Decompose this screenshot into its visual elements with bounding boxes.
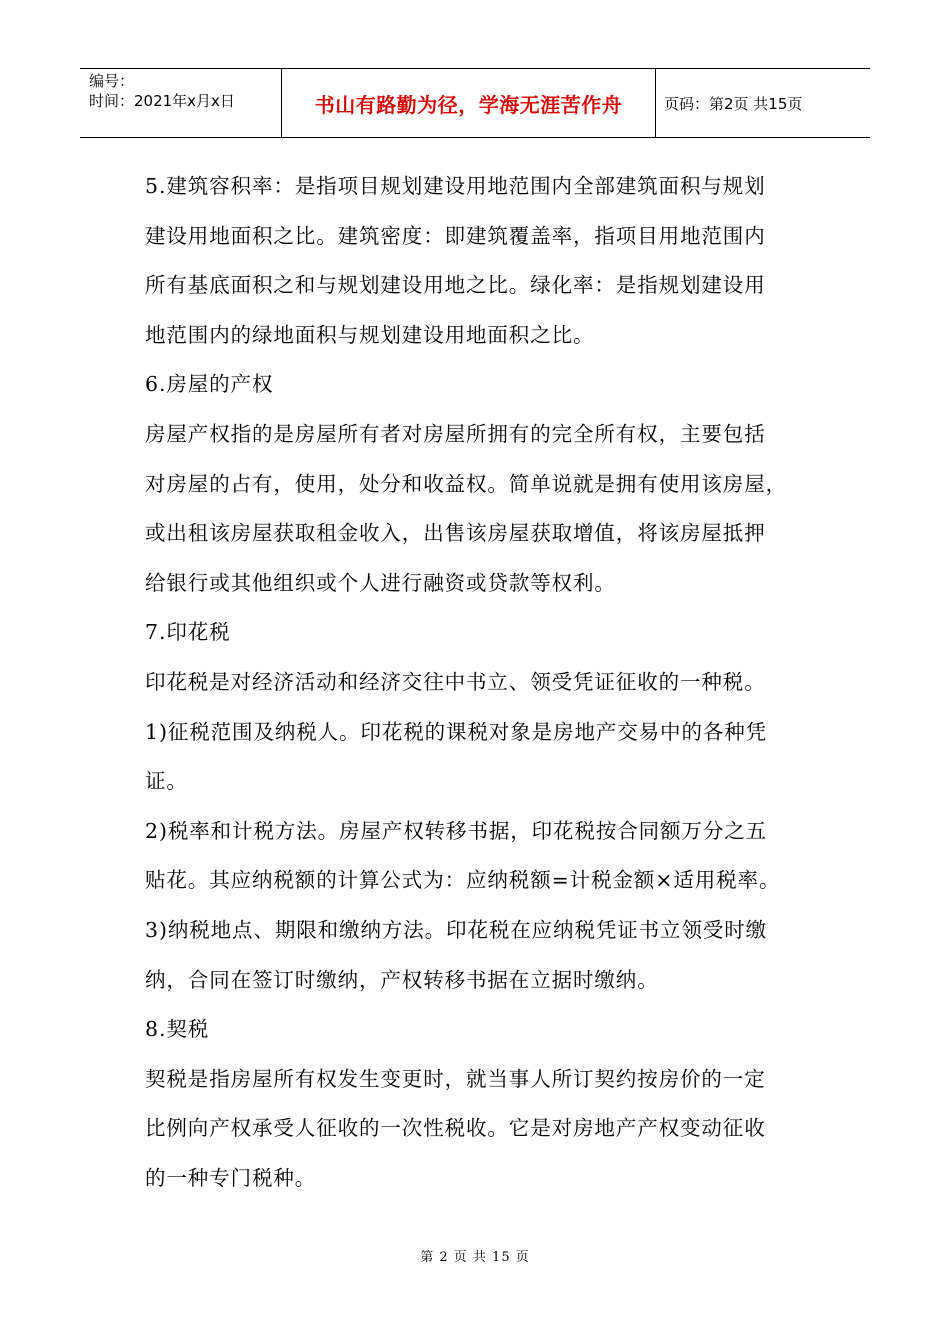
body-line: 证。 — [145, 769, 188, 794]
body-line: 纳，合同在签订时缴纳，产权转移书据在立据时缴纳。 — [145, 967, 659, 992]
body-line: 5.建筑容积率：是指项目规划建设用地范围内全部建筑面积与规划 — [145, 174, 766, 198]
body-line: 契税是指房屋所有权发生变更时，就当事人所订契约按房价的一定 — [145, 1066, 766, 1091]
body-line: 印花税是对经济活动和经济交往中书立、领受凭证征收的一种税。 — [145, 669, 766, 694]
body-line: 房屋产权指的是房屋所有者对房屋所拥有的完全所有权，主要包括 — [145, 421, 766, 446]
document-time-label: 时间：2021年x月x日 — [89, 92, 235, 110]
body-line: 的一种专门税种。 — [145, 1165, 317, 1190]
body-line: 贴花。其应纳税额的计算公式为：应纳税额=计税金额×适用税率。 — [145, 868, 781, 893]
document-number-label: 编号： — [89, 72, 135, 90]
page-footer: 第 2 页 共 15 页 — [420, 1250, 530, 1265]
body-line: 比例向产权承受人征收的一次性税收。它是对房地产产权变动征收 — [145, 1116, 766, 1141]
document-body — [145, 162, 805, 1203]
body-line: 或出租该房屋获取租金收入，出售该房屋获取增值，将该房屋抵押 — [145, 521, 766, 546]
body-line: 1)征税范围及纳税人。印花税的课税对象是房地产交易中的各种凭 — [145, 719, 768, 744]
body-line: 对房屋的占有，使用，处分和收益权。简单说就是拥有使用该房屋， — [145, 471, 787, 496]
section-heading: 6.房屋的产权 — [145, 372, 274, 397]
body-line: 地范围内的绿地面积与规划建设用地面积之比。 — [145, 322, 595, 347]
header-motto-cell — [282, 69, 656, 137]
section-heading: 7.印花税 — [145, 620, 231, 645]
header-motto: 书山有路勤为径，学海无涯苦作舟 — [314, 92, 623, 117]
header-page-info-cell — [656, 69, 870, 137]
body-line: 2)税率和计税方法。房屋产权转移书据，印花税按合同额万分之五 — [145, 818, 768, 843]
header-page-info: 页码：第2页 共15页 — [664, 94, 803, 113]
body-line: 给银行或其他组织或个人进行融资或贷款等权利。 — [145, 570, 616, 595]
body-line: 所有基底面积之和与规划建设用地之比。绿化率：是指规划建设用 — [145, 273, 766, 298]
section-heading: 8.契税 — [145, 1017, 210, 1042]
body-line: 建设用地面积之比。建筑密度：即建筑覆盖率，指项目用地范围内 — [145, 223, 766, 248]
body-line: 3)纳税地点、期限和缴纳方法。印花税在应纳税凭证书立领受时缴 — [145, 917, 768, 942]
header-left-cell — [80, 69, 282, 137]
page-header — [80, 68, 870, 138]
